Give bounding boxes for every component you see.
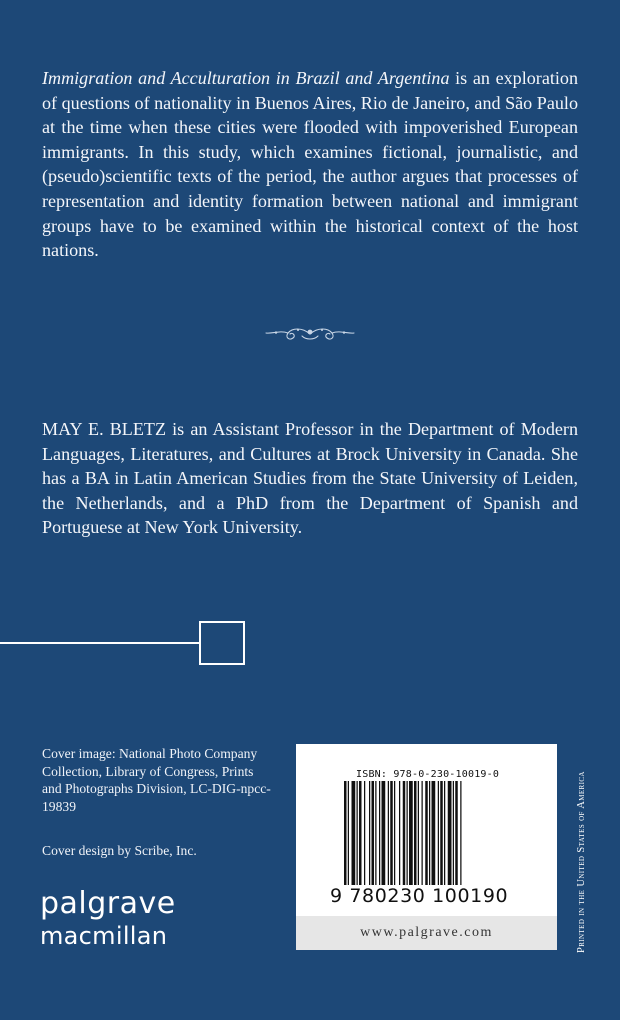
cover-design-credit: Cover design by Scribe, Inc. (42, 843, 197, 858)
isbn-label: ISBN: 978-0-230-10019-0 (356, 769, 500, 780)
floral-ornament-icon (262, 318, 358, 350)
description-text: is an exploration of questions of nationality in Buenos Aires, Rio de Janeiro, and São Paulo at the time when these cities were flooded with impoverished European immigrants. In this study, which examines fictional, journalistic, and (pseudo)scientific texts of the period, the author argues that processes of representation and identity formation between national and immigrant groups have to be examined within the historical context of the host nations. (42, 68, 578, 261)
book-title-italic: Immigration and Acculturation in Brazil and Argentina (42, 68, 450, 88)
cover-image-credit: Cover image: National Photo Company Collection, Library of Congress, Prints and Photographs Division, LC-DIG-npcc-19839 (42, 746, 271, 814)
publisher-logo-line1: palgrave (40, 886, 176, 921)
barcode-panel (296, 744, 557, 950)
publisher-logo (40, 888, 176, 950)
printed-in-note: Printed in the United States of America (576, 771, 587, 953)
barcode-icon (344, 781, 500, 885)
author-bio: MAY E. BLETZ is an Assistant Professor in the Department of Modern Languages, Literatures, and Cultures at Brock University in Canada. She has a BA in Latin American Studies from the State University of Leiden, the Netherlands, and a PhD from the Department of Spanish and Portuguese at New York University. (42, 419, 578, 538)
barcode-digits: 9 780230 100190 (330, 885, 509, 907)
publisher-url: www.palgrave.com (296, 916, 557, 950)
decorative-rule (0, 642, 199, 644)
book-description (42, 66, 578, 263)
publisher-logo-line2: macmillan (40, 922, 168, 950)
decorative-square (199, 621, 245, 665)
